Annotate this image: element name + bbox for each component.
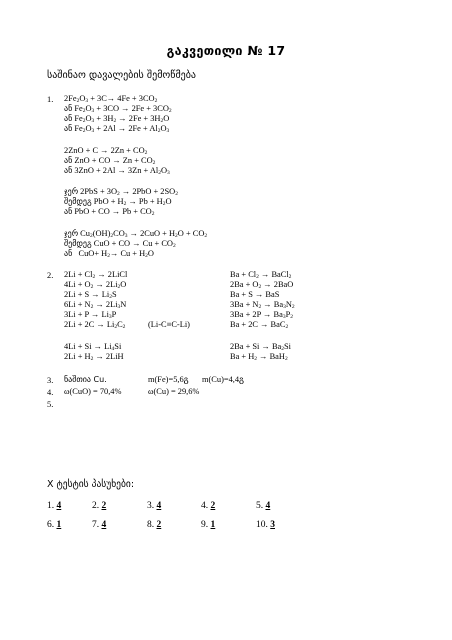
fraction-cuo: ω(CuO) = 70,4% xyxy=(64,387,122,396)
answer-item: 9. 1 xyxy=(201,520,216,530)
prefix: ან xyxy=(64,104,73,113)
mass-fe: m(Fe)=5,6გ xyxy=(148,375,189,384)
equation: $3Ba + N_2 \to Ba_3N_2$ xyxy=(230,300,295,310)
section-subtitle: საშინაო დავალების შემოწმება xyxy=(47,70,197,81)
answer-item: 3. 4 xyxy=(147,501,162,511)
prefix: შემდეგ xyxy=(64,239,92,248)
equation: $2Li + S \to Li_2S$ xyxy=(64,290,117,300)
equation: Ba + S → BaS xyxy=(230,290,280,299)
equation: ან $CuO+ H_2\to Cu + H_2O$ xyxy=(64,249,154,259)
prefix: შემდეგ xyxy=(64,197,92,206)
equation: $3Li + P \to Li_3P$ xyxy=(64,310,117,320)
equation: $2Fe_2O_3 + 3C\to 4Fe + 3CO_2$ xyxy=(64,94,158,104)
answer-item: 6. 1 xyxy=(47,520,62,530)
equation: $3Ba + 2P \to Ba_3P_2$ xyxy=(230,310,293,320)
residue-text: ნაშთია Cu. xyxy=(64,375,107,384)
item-number-5: 5. xyxy=(47,400,54,409)
item-number-3: 3. xyxy=(47,376,54,385)
mass-cu: m(Cu)=4,4გ xyxy=(202,375,244,384)
answer-item: 7. 4 xyxy=(92,520,107,530)
equation: $4Li + Si \to Li_4Si$ xyxy=(64,342,122,352)
equation: $4Li + O_2 \to 2Li_2O$ xyxy=(64,280,127,290)
page-title: გაკვეთილი № 17 xyxy=(166,43,286,58)
prefix: ან xyxy=(64,166,73,175)
equation: ან $Fe_2O_3 + 3H_2 \to 2Fe + 3H_2O$ xyxy=(64,114,170,124)
note: (Li-C≡C-Li) xyxy=(148,320,190,329)
equation: შემდეგ CuO + CO → $Cu + CO_2$ xyxy=(64,239,176,249)
answer-item: 1. 4 xyxy=(47,501,62,511)
prefix: ან xyxy=(64,114,73,123)
answer-item: 2. 2 xyxy=(92,501,107,511)
equation: $2Li + Cl_2$ → 2LiCl xyxy=(64,270,128,280)
equation: ან $3ZnO + 2Al \to 3Zn + Al_2O_3$ xyxy=(64,166,170,176)
fraction-cu: ω(Cu) = 29,6% xyxy=(148,387,200,396)
equation: $2Ba + O_2 \to 2BaO$ xyxy=(230,280,294,290)
equation: $2Ba + Si \to Ba_2Si$ xyxy=(230,342,292,352)
equation: ან ZnO + CO → $Zn + CO_2$ xyxy=(64,156,156,166)
equation: ჯერ $Cu_2(OH)_2CO_3 \to 2CuO + H_2O + CO_2$ xyxy=(64,229,208,239)
equation: $2Li + H_2 \to 2LiH$ xyxy=(64,352,124,362)
answer-item: 5. 4 xyxy=(256,501,271,511)
equation: $Ba + H_2 \to BaH_2$ xyxy=(230,352,288,362)
prefix: ჯერ xyxy=(64,187,79,196)
item-number-1: 1. xyxy=(47,95,54,104)
prefix: ან xyxy=(64,249,73,258)
item-number-4: 4. xyxy=(47,388,54,397)
prefix: ან xyxy=(64,124,73,133)
equation: $2ZnO + C \to 2Zn + CO_2$ xyxy=(64,146,148,156)
equation: ან PbO + CO → $Pb + CO_2$ xyxy=(64,207,155,217)
equation: Ba + 2C → BaC$_2$ xyxy=(230,320,289,330)
prefix: ან xyxy=(64,156,73,165)
answers-title: X ტესტის პასუხები: xyxy=(47,479,135,490)
equation: ან $Fe_2O_3 + 3CO \to 2Fe + 3CO_2$ xyxy=(64,104,172,114)
equation: $2Li + 2C \to Li_2C_2$ xyxy=(64,320,126,330)
equation: ან $Fe_2O_3 + 2Al \to 2Fe + Al_2O_3$ xyxy=(64,124,170,134)
equation: $6Li + N_2 \to 2Li_3N$ xyxy=(64,300,127,310)
answer-item: 4. 2 xyxy=(201,501,216,511)
item-number-2: 2. xyxy=(47,271,54,280)
equation: ჯერ $2PbS + 3O_2 \to 2PbO + 2SO_2$ xyxy=(64,187,178,197)
prefix: ჯერ xyxy=(64,229,79,238)
prefix: ან xyxy=(64,207,73,216)
answer-item: 10. 3 xyxy=(256,520,275,530)
answer-item: 8. 2 xyxy=(147,520,162,530)
equation: $Ba + Cl_2$ → BaCl$_2$ xyxy=(230,270,292,280)
equation: შემდეგ PbO + $H_2 \to Pb + H_2O$ xyxy=(64,197,172,207)
